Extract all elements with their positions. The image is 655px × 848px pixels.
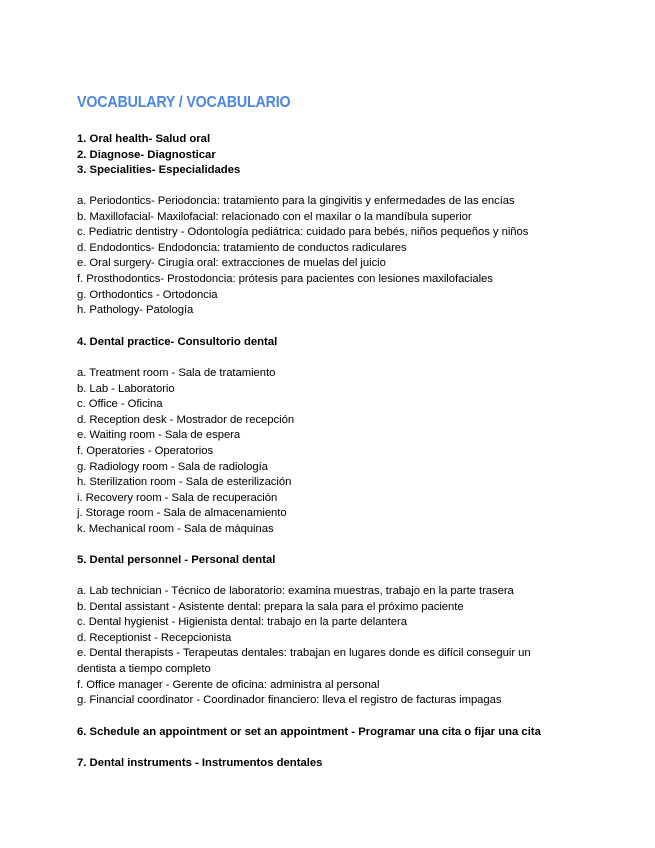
section-heading-dental-personnel: 5. Dental personnel - Personal dental <box>77 554 276 566</box>
list-item: c. Dental hygienist - Higienista dental: trabajo en la parte delantera <box>77 616 407 629</box>
list-item: f. Operatories - Operatorios <box>77 444 214 457</box>
practice-list <box>77 366 637 538</box>
section-heading-dental-practice: 4. Dental practice- Consultorio dental <box>77 336 278 348</box>
list-item: e. Oral surgery- Cirugía oral: extracciones de muelas del juicio <box>77 257 386 270</box>
page-title: VOCABULARY / VOCABULARIO <box>77 94 291 111</box>
specialties-list <box>77 194 637 319</box>
list-item: b. Maxillofacial- Maxilofacial: relacionado con el maxilar o la mandíbula superior <box>77 210 472 223</box>
personnel-list <box>77 584 567 709</box>
list-item: b. Dental assistant - Asistente dental: prepara la sala para el próximo paciente <box>77 600 464 613</box>
list-item: k. Mechanical room - Sala de máquinas <box>77 522 274 535</box>
intro-list <box>77 132 637 179</box>
list-item: g. Radiology room - Sala de radiología <box>77 460 268 473</box>
list-item: c. Pediatric dentistry - Odontología pediátrica: cuidado para bebés, niños pequeños y niños <box>77 226 529 239</box>
list-item: e. Waiting room - Sala de espera <box>77 429 241 442</box>
list-item: h. Pathology- Patología <box>77 304 194 317</box>
list-item: i. Recovery room - Sala de recuperación <box>77 491 278 504</box>
list-item: a. Lab technician - Técnico de laboratorio: examina muestras, trabajo en la parte trasera <box>77 585 514 597</box>
intro-item-diagnose: 2. Diagnose- Diagnosticar <box>77 148 216 161</box>
list-item: d. Reception desk - Mostrador de recepción <box>77 413 295 426</box>
list-item: j. Storage room - Sala de almacenamiento <box>77 507 287 520</box>
list-item: d. Endodontics- Endodoncia: tratamiento de conductos radiculares <box>77 241 407 254</box>
list-item: b. Lab - Laboratorio <box>77 382 175 395</box>
list-item: g. Financial coordinator - Coordinador financiero: lleva el registro de facturas impagas <box>77 694 502 707</box>
list-item: f. Office manager - Gerente de oficina: administra al personal <box>77 678 380 691</box>
list-item: h. Sterilization room - Sala de esterilización <box>77 476 292 489</box>
list-item: g. Orthodontics - Ortodoncia <box>77 288 218 301</box>
list-item: e. Dental therapists - Terapeutas dentales: trabajan en lugares donde es difícil conseguir un dentista a tiempo completo <box>77 647 531 675</box>
section-heading-dental-instruments: 7. Dental instruments - Instrumentos dentales <box>77 757 323 769</box>
list-item: c. Office - Oficina <box>77 398 163 411</box>
intro-item-specialities: 3. Specialities- Especialidades <box>77 164 241 177</box>
list-item: a. Periodontics- Periodoncia: tratamiento para la gingivitis y enfermedades de las encías <box>77 195 515 207</box>
section-heading-schedule-appointment: 6. Schedule an appointment or set an appointment - Programar una cita o fijar una cita <box>77 726 541 738</box>
list-item: a. Treatment room - Sala de tratamiento <box>77 367 276 379</box>
intro-item-oral-health: 1. Oral health- Salud oral <box>77 133 211 145</box>
list-item: f. Prosthodontics- Prostodoncia: prótesis para pacientes con lesiones maxilofaciales <box>77 272 493 285</box>
list-item: d. Receptionist - Recepcionista <box>77 631 232 644</box>
